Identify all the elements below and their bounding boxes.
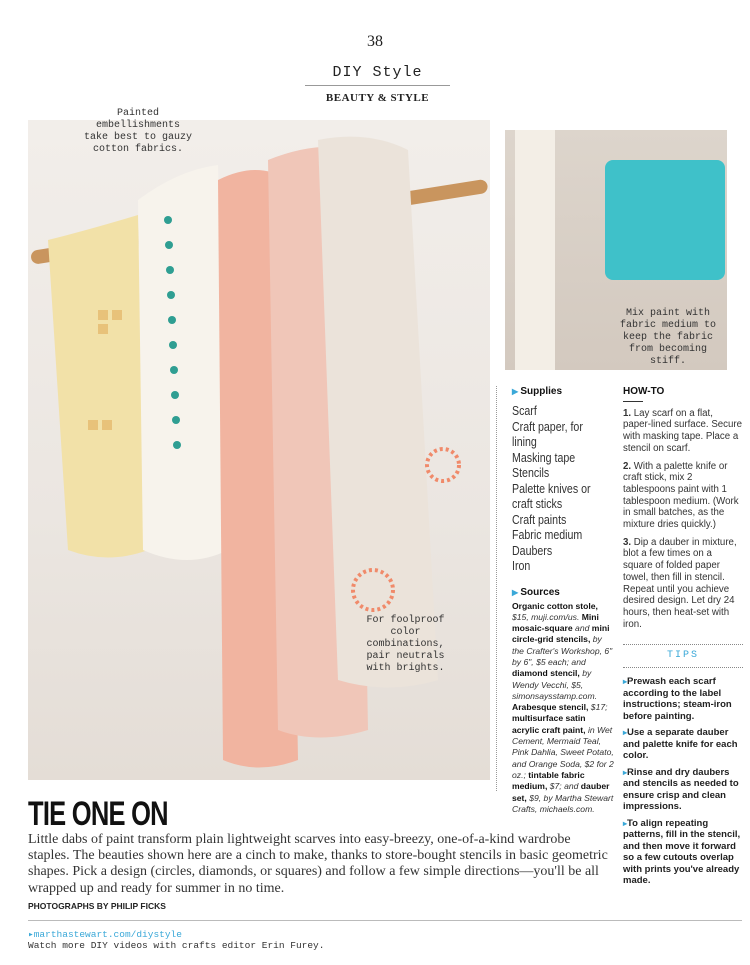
subsection-title: BEAUTY & STYLE: [325, 92, 430, 104]
caption-painted: Painted embellishments take best to gauzy cotton fabrics.: [83, 108, 193, 155]
triangle-icon: ▶: [512, 587, 521, 597]
supplies-photo: [505, 130, 727, 370]
tips-heading: TIPS: [623, 644, 743, 668]
white-scarf: [138, 165, 228, 560]
step-text: Dip a dauber in mixture, blot a few times on a square of folded paper towel, then fill in stencil. Repeat until you achieve desired design. Let dry 24 hours, then heat-set with iron.: [623, 536, 737, 630]
step-text: With a palette knife or craft stick, mix 2 tablespoons paint with 1 tablespoon medium. (Work in small batches, as the mixture dries quickly.): [623, 460, 739, 531]
supply-item: Palette knives or craft sticks: [512, 481, 591, 511]
scarves-illustration: [28, 120, 490, 780]
supply-item: Fabric medium: [512, 528, 583, 542]
source-details: $15, muji.com/us.: [512, 611, 582, 622]
tip-item: ▸Use a separate dauber and palette knife for each color.: [623, 727, 738, 762]
page-number: 38: [367, 33, 383, 50]
footer-divider: [28, 920, 742, 921]
supply-item: Daubers: [512, 543, 553, 558]
section-title: DIY Style: [305, 64, 450, 86]
supply-item: Scarf: [512, 404, 537, 418]
source-item: mini circle-grid stencils,: [512, 623, 610, 645]
supplies-column: [496, 386, 614, 814]
source-item: Organic cotton stole,: [512, 600, 598, 611]
scarves-photo: [28, 108, 490, 780]
howto-heading: HOW-TO: [623, 386, 643, 402]
tip-item: ▸Prewash each scarf according to the label instructions; steam-iron before painting.: [623, 676, 732, 722]
supply-item: Iron: [512, 559, 531, 573]
triangle-icon: ▸: [28, 929, 34, 940]
teal-tray: [605, 160, 725, 280]
step-text: Lay scarf on a flat, paper-lined surface. Secure with masking tape. Place a stencil on scarf.: [623, 407, 743, 454]
source-item: dauber set,: [512, 781, 610, 803]
source-item: Mini mosaic-square: [512, 611, 599, 634]
step-number: 1.: [623, 407, 632, 419]
howto-step: [623, 461, 743, 531]
caption-foolproof: For foolproof color combinations, pair neutrals with brights.: [366, 615, 445, 674]
source-item: tintable fabric medium,: [512, 769, 585, 792]
footer-link[interactable]: ▸marthastewart.com/diystyle: [28, 929, 182, 940]
step-number: 3.: [623, 536, 632, 548]
triangle-icon: ▶: [512, 387, 521, 396]
source-details: by the Crafter's Workshop, 6" by 6", $5 each; and: [512, 634, 613, 667]
tips-list: [623, 676, 743, 887]
howto-steps: [623, 408, 743, 631]
article-dek: Little dabs of paint transform plain lightweight scarves into easy-breezy, one-of-a-kind wardrobe staples. The beauties shown here are a cinch to make, thanks to store-bought stencils in basic geometric shapes. Pick a design (circles, diamonds, or squares) and follow a few simple directions—you'll be all wrapped up and ready for summer in no time.: [28, 832, 608, 896]
sources-heading: ▶ Sources: [512, 586, 560, 598]
source-item: multisurface satin acrylic craft paint,: [512, 713, 586, 735]
supply-item: Stencils: [512, 466, 550, 480]
step-number: 2.: [623, 460, 632, 472]
supply-item: Craft paints: [512, 512, 567, 527]
yellow-scarf: [48, 215, 148, 558]
howto-column: [623, 386, 743, 887]
footer-text: Watch more DIY videos with crafts editor Erin Furey.: [28, 940, 325, 951]
sources-text: [512, 601, 614, 816]
source-details: by Wendy Vecchi, $5, simonsaysstamp.com.: [512, 668, 598, 701]
triangle-icon: ▸: [623, 767, 628, 777]
supply-item: Craft paper, for lining: [512, 419, 583, 449]
source-item: Arabesque stencil,: [512, 702, 589, 713]
supplies-heading: ▶ Supplies: [512, 386, 563, 397]
triangle-icon: ▸: [623, 818, 628, 828]
source-item: diamond stencil,: [512, 668, 580, 679]
triangle-icon: ▸: [623, 677, 628, 687]
supply-item: Masking tape: [512, 450, 576, 465]
howto-step: [623, 408, 743, 455]
source-details: and: [572, 623, 592, 634]
beige-scarf: [318, 137, 438, 688]
howto-step: [623, 537, 743, 631]
source-details: in Wet Cement, Mermaid Teal, Pink Dahlia, Sweet Potato, and Orange Soda, $2 for 2 oz.;: [512, 724, 614, 780]
photo-credit: PHOTOGRAPHS BY PHILIP FICKS: [28, 901, 166, 911]
source-details: $7; and: [547, 781, 581, 792]
caption-mix: Mix paint with fabric medium to keep the fabric from becoming stiff.: [619, 308, 716, 367]
stenciled-scarf: [515, 130, 555, 370]
source-details: $17;: [588, 702, 608, 713]
source-details: $9, by Martha Stewart Crafts, michaels.com.: [512, 792, 614, 814]
tip-item: ▸To align repeating patterns, fill in the stencil, and then move it forward so a few cutouts overlap with prints you've already made.: [623, 817, 741, 887]
triangle-icon: ▸: [623, 728, 628, 738]
tip-item: ▸Rinse and dry daubers and stencils as needed to ensure crisp and clean impressions.: [623, 766, 739, 813]
supplies-list: [512, 404, 614, 575]
article-title: TIE ONE ON: [28, 795, 168, 833]
